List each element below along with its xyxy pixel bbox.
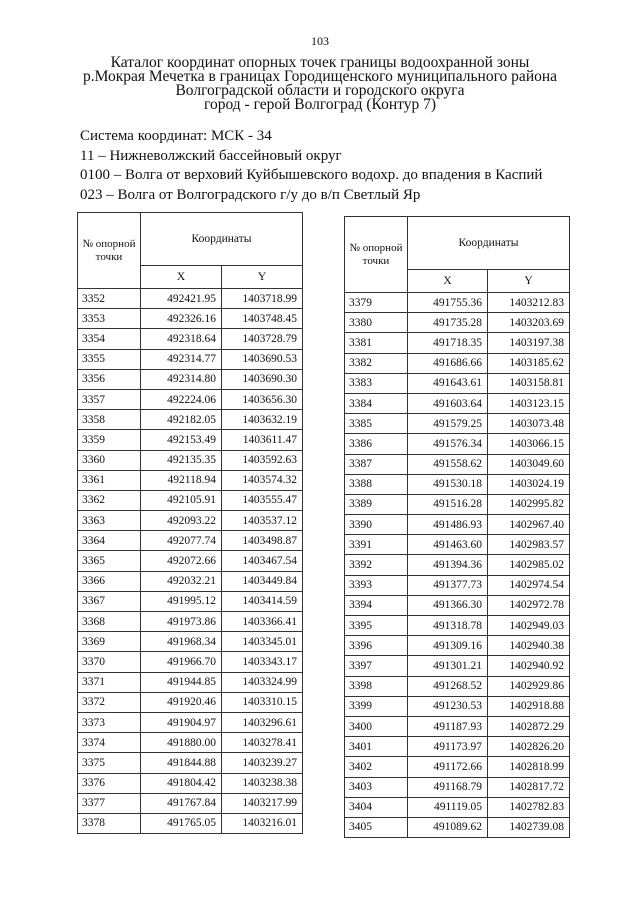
- y-coordinate-cell: 1403690.30: [222, 369, 303, 389]
- table-row: [345, 313, 570, 333]
- x-coordinate-cell: 492326.16: [141, 309, 222, 329]
- x-coordinate-cell: 491463.60: [408, 535, 488, 555]
- point-number-cell: 3391: [345, 535, 408, 555]
- y-coordinate-cell: 1403238.38: [222, 773, 303, 793]
- y-coordinate-cell: 1403467.54: [222, 551, 303, 571]
- y-coordinate-cell: 1403278.41: [222, 733, 303, 753]
- y-coordinate-cell: 1403611.47: [222, 430, 303, 450]
- table-row: [78, 632, 303, 652]
- x-coordinate-cell: 491880.00: [141, 733, 222, 753]
- y-coordinate-cell: 1402949.03: [488, 616, 570, 636]
- table-row: [78, 652, 303, 672]
- y-coordinate-cell: 1403197.38: [488, 333, 570, 353]
- x-coordinate-cell: 491603.64: [408, 393, 488, 413]
- table-row: [78, 329, 303, 349]
- x-coordinate-cell: 492224.06: [141, 389, 222, 409]
- x-coordinate-cell: 491686.66: [408, 353, 488, 373]
- point-number-cell: 3373: [78, 712, 141, 732]
- x-coordinate-cell: 491735.28: [408, 313, 488, 333]
- table-row: [345, 636, 570, 656]
- coordinates-table-left: [77, 212, 303, 834]
- point-number-cell: 3390: [345, 515, 408, 535]
- table-row: [78, 591, 303, 611]
- y-coordinate-cell: 1403203.69: [488, 313, 570, 333]
- coordinates-header: Координаты: [408, 217, 570, 270]
- point-number-cell: 3363: [78, 511, 141, 531]
- point-number-cell: 3389: [345, 494, 408, 514]
- y-coordinate-cell: 1402967.40: [488, 515, 570, 535]
- x-coordinate-cell: 491173.97: [408, 737, 488, 757]
- x-coordinate-cell: 491643.61: [408, 373, 488, 393]
- point-number-cell: 3354: [78, 329, 141, 349]
- x-coordinate-cell: 491718.35: [408, 333, 488, 353]
- y-coordinate-cell: 1403217.99: [222, 793, 303, 813]
- table-row: [78, 289, 303, 309]
- point-number-cell: 3356: [78, 369, 141, 389]
- x-coordinate-cell: 491767.84: [141, 793, 222, 813]
- table-row: [345, 696, 570, 716]
- x-coordinate-cell: 491904.97: [141, 712, 222, 732]
- point-number-cell: 3399: [345, 696, 408, 716]
- point-number-cell: 3368: [78, 612, 141, 632]
- point-number-cell: 3378: [78, 813, 141, 833]
- point-number-cell: 3394: [345, 595, 408, 615]
- basin-district: 11 – Нижневолжский бассейновый округ: [80, 147, 342, 164]
- x-coordinate-cell: 491804.42: [141, 773, 222, 793]
- x-coordinate-cell: 491973.86: [141, 612, 222, 632]
- y-coordinate-cell: 1403185.62: [488, 353, 570, 373]
- table-row: [78, 389, 303, 409]
- table-row: [78, 430, 303, 450]
- y-coordinate-cell: 1403073.48: [488, 414, 570, 434]
- point-number-cell: 3371: [78, 672, 141, 692]
- y-coordinate-cell: 1402826.20: [488, 737, 570, 757]
- point-number-cell: 3398: [345, 676, 408, 696]
- y-coordinate-cell: 1402817.72: [488, 777, 570, 797]
- point-number-cell: 3402: [345, 757, 408, 777]
- table-row: [345, 595, 570, 615]
- x-coordinate-cell: 491579.25: [408, 414, 488, 434]
- point-number-cell: 3385: [345, 414, 408, 434]
- x-coordinate-cell: 492421.95: [141, 289, 222, 309]
- point-number-header: № опорной точки: [345, 217, 408, 293]
- table-body: [345, 293, 570, 838]
- y-coordinate-cell: 1403748.45: [222, 309, 303, 329]
- point-number-cell: 3382: [345, 353, 408, 373]
- point-number-cell: 3381: [345, 333, 408, 353]
- table-row: [345, 737, 570, 757]
- y-coordinate-cell: 1402918.88: [488, 696, 570, 716]
- point-number-cell: 3372: [78, 692, 141, 712]
- y-coordinate-cell: 1403574.32: [222, 470, 303, 490]
- table-row: [345, 474, 570, 494]
- y-coordinate-cell: 1402818.99: [488, 757, 570, 777]
- x-coordinate-cell: 491755.36: [408, 293, 488, 313]
- point-number-cell: 3403: [345, 777, 408, 797]
- y-header: Y: [222, 266, 303, 289]
- point-number-cell: 3359: [78, 430, 141, 450]
- table-row: [345, 454, 570, 474]
- x-coordinate-cell: 492093.22: [141, 511, 222, 531]
- y-coordinate-cell: 1403310.15: [222, 692, 303, 712]
- table-row: [345, 716, 570, 736]
- x-coordinate-cell: 492135.35: [141, 450, 222, 470]
- x-coordinate-cell: 491309.16: [408, 636, 488, 656]
- table-row: [78, 813, 303, 833]
- table-row: [78, 511, 303, 531]
- y-coordinate-cell: 1402974.54: [488, 575, 570, 595]
- table-row: [78, 733, 303, 753]
- y-coordinate-cell: 1403158.81: [488, 373, 570, 393]
- title-line: Каталог координат опорных точек границы водоохранной зоны: [110, 54, 530, 71]
- x-coordinate-cell: 491920.46: [141, 692, 222, 712]
- y-coordinate-cell: 1403537.12: [222, 511, 303, 531]
- x-coordinate-cell: 492182.05: [141, 410, 222, 430]
- y-coordinate-cell: 1402782.83: [488, 797, 570, 817]
- table-row: [345, 373, 570, 393]
- table-body: [78, 289, 303, 834]
- y-coordinate-cell: 1403024.19: [488, 474, 570, 494]
- table-row: [345, 414, 570, 434]
- point-number-cell: 3386: [345, 434, 408, 454]
- y-coordinate-cell: 1403414.59: [222, 591, 303, 611]
- point-number-cell: 3376: [78, 773, 141, 793]
- point-number-cell: 3401: [345, 737, 408, 757]
- point-number-cell: 3392: [345, 555, 408, 575]
- table-row: [345, 333, 570, 353]
- coordinates-header: Координаты: [141, 213, 303, 266]
- point-number-cell: 3395: [345, 616, 408, 636]
- table-row: [345, 293, 570, 313]
- y-coordinate-cell: 1402940.92: [488, 656, 570, 676]
- point-number-cell: 3374: [78, 733, 141, 753]
- y-coordinate-cell: 1403216.01: [222, 813, 303, 833]
- coordinate-system-info: [80, 127, 542, 205]
- table-row: [78, 551, 303, 571]
- point-number-cell: 3396: [345, 636, 408, 656]
- table-row: [345, 656, 570, 676]
- x-coordinate-cell: 491230.53: [408, 696, 488, 716]
- point-number-cell: 3377: [78, 793, 141, 813]
- table-row: [78, 531, 303, 551]
- y-coordinate-cell: 1403366.41: [222, 612, 303, 632]
- table-row: [345, 353, 570, 373]
- table-row: [345, 535, 570, 555]
- point-number-cell: 3362: [78, 490, 141, 510]
- table-row: [78, 309, 303, 329]
- table-row: [345, 777, 570, 797]
- y-coordinate-cell: 1403296.61: [222, 712, 303, 732]
- table-row: [78, 612, 303, 632]
- y-coordinate-cell: 1403728.79: [222, 329, 303, 349]
- y-coordinate-cell: 1402739.08: [488, 817, 570, 837]
- table-row: [78, 773, 303, 793]
- document-title: [40, 56, 600, 112]
- x-coordinate-cell: 491558.62: [408, 454, 488, 474]
- x-coordinate-cell: 491366.30: [408, 595, 488, 615]
- point-number-cell: 3361: [78, 470, 141, 490]
- table-row: [78, 793, 303, 813]
- x-coordinate-cell: 492072.66: [141, 551, 222, 571]
- point-number-header: № опорной точки: [78, 213, 141, 289]
- y-coordinate-cell: 1402940.38: [488, 636, 570, 656]
- coordinates-table-right: [344, 216, 570, 838]
- x-coordinate-cell: 492032.21: [141, 571, 222, 591]
- y-coordinate-cell: 1403592.63: [222, 450, 303, 470]
- point-number-cell: 3364: [78, 531, 141, 551]
- point-number-cell: 3370: [78, 652, 141, 672]
- point-number-cell: 3387: [345, 454, 408, 474]
- x-coordinate-cell: 491968.34: [141, 632, 222, 652]
- y-coordinate-cell: 1402929.86: [488, 676, 570, 696]
- x-coordinate-cell: 491765.05: [141, 813, 222, 833]
- table-row: [345, 555, 570, 575]
- table-row: [345, 676, 570, 696]
- y-coordinate-cell: 1403632.19: [222, 410, 303, 430]
- y-coordinate-cell: 1403049.60: [488, 454, 570, 474]
- point-number-cell: 3369: [78, 632, 141, 652]
- x-coordinate-cell: 491516.28: [408, 494, 488, 514]
- y-coordinate-cell: 1403555.47: [222, 490, 303, 510]
- x-coordinate-cell: 491944.85: [141, 672, 222, 692]
- x-coordinate-cell: 491995.12: [141, 591, 222, 611]
- point-number-cell: 3397: [345, 656, 408, 676]
- y-coordinate-cell: 1403239.27: [222, 753, 303, 773]
- title-line: р.Мокрая Мечетка в границах Городищенского муниципального района: [82, 68, 558, 85]
- x-coordinate-cell: 492077.74: [141, 531, 222, 551]
- point-number-cell: 3366: [78, 571, 141, 591]
- x-coordinate-cell: 491966.70: [141, 652, 222, 672]
- table-row: [78, 753, 303, 773]
- y-coordinate-cell: 1403656.30: [222, 389, 303, 409]
- table-row: [345, 575, 570, 595]
- point-number-cell: 3357: [78, 389, 141, 409]
- x-coordinate-cell: 491530.18: [408, 474, 488, 494]
- x-coordinate-cell: 491268.52: [408, 676, 488, 696]
- y-coordinate-cell: 1402983.57: [488, 535, 570, 555]
- y-coordinate-cell: 1402872.29: [488, 716, 570, 736]
- water-section: 023 – Волга от Волгоградского г/у до в/п Светлый Яр: [80, 186, 421, 203]
- x-coordinate-cell: 491301.21: [408, 656, 488, 676]
- point-number-cell: 3384: [345, 393, 408, 413]
- table-row: [78, 692, 303, 712]
- table-row: [78, 490, 303, 510]
- table-row: [345, 616, 570, 636]
- table-row: [78, 712, 303, 732]
- x-header: X: [141, 266, 222, 289]
- y-coordinate-cell: 1403123.15: [488, 393, 570, 413]
- title-line: Волгоградской области и городского округа: [175, 82, 465, 99]
- point-number-cell: 3353: [78, 309, 141, 329]
- point-number-cell: 3400: [345, 716, 408, 736]
- y-coordinate-cell: 1402985.02: [488, 555, 570, 575]
- table-row: [345, 393, 570, 413]
- page-number: 103: [311, 34, 329, 48]
- point-number-cell: 3388: [345, 474, 408, 494]
- y-coordinate-cell: 1402995.82: [488, 494, 570, 514]
- y-coordinate-cell: 1403498.87: [222, 531, 303, 551]
- x-coordinate-cell: 492314.80: [141, 369, 222, 389]
- y-coordinate-cell: 1403345.01: [222, 632, 303, 652]
- point-number-cell: 3358: [78, 410, 141, 430]
- y-coordinate-cell: 1403343.17: [222, 652, 303, 672]
- table-row: [78, 672, 303, 692]
- point-number-cell: 3383: [345, 373, 408, 393]
- x-coordinate-cell: 491119.05: [408, 797, 488, 817]
- x-coordinate-cell: 491318.78: [408, 616, 488, 636]
- table-row: [345, 494, 570, 514]
- table-row: [78, 410, 303, 430]
- y-coordinate-cell: 1402972.78: [488, 595, 570, 615]
- point-number-cell: 3375: [78, 753, 141, 773]
- table-row: [78, 450, 303, 470]
- y-coordinate-cell: 1403066.15: [488, 434, 570, 454]
- x-coordinate-cell: 492105.91: [141, 490, 222, 510]
- table-row: [78, 369, 303, 389]
- point-number-cell: 3355: [78, 349, 141, 369]
- point-number-cell: 3393: [345, 575, 408, 595]
- x-coordinate-cell: 491172.66: [408, 757, 488, 777]
- x-coordinate-cell: 491377.73: [408, 575, 488, 595]
- table-row: [78, 349, 303, 369]
- x-coordinate-cell: 492318.64: [141, 329, 222, 349]
- title-line: город - герой Волгоград (Контур 7): [204, 96, 436, 113]
- point-number-cell: 3365: [78, 551, 141, 571]
- y-coordinate-cell: 1403449.84: [222, 571, 303, 591]
- x-coordinate-cell: 491394.36: [408, 555, 488, 575]
- x-coordinate-cell: 492314.77: [141, 349, 222, 369]
- x-coordinate-cell: 491576.34: [408, 434, 488, 454]
- river-basin: 0100 – Волга от верховий Куйбышевского водохр. до впадения в Каспий: [80, 167, 543, 183]
- y-coordinate-cell: 1403718.99: [222, 289, 303, 309]
- table-row: [345, 797, 570, 817]
- x-header: X: [408, 270, 488, 293]
- table-row: [345, 515, 570, 535]
- x-coordinate-cell: 491844.88: [141, 753, 222, 773]
- point-number-cell: 3404: [345, 797, 408, 817]
- table-row: [78, 470, 303, 490]
- x-coordinate-cell: 491187.93: [408, 716, 488, 736]
- point-number-cell: 3380: [345, 313, 408, 333]
- point-number-cell: 3367: [78, 591, 141, 611]
- table-row: [345, 434, 570, 454]
- table-row: [78, 571, 303, 591]
- y-coordinate-cell: 1403212.83: [488, 293, 570, 313]
- x-coordinate-cell: 492118.94: [141, 470, 222, 490]
- table-row: [345, 757, 570, 777]
- x-coordinate-cell: 491486.93: [408, 515, 488, 535]
- y-header: Y: [488, 270, 570, 293]
- coordinate-system: Система координат: МСК - 34: [80, 128, 272, 144]
- point-number-cell: 3360: [78, 450, 141, 470]
- point-number-cell: 3379: [345, 293, 408, 313]
- y-coordinate-cell: 1403690.53: [222, 349, 303, 369]
- x-coordinate-cell: 492153.49: [141, 430, 222, 450]
- point-number-cell: 3352: [78, 289, 141, 309]
- point-number-cell: 3405: [345, 817, 408, 837]
- x-coordinate-cell: 491089.62: [408, 817, 488, 837]
- y-coordinate-cell: 1403324.99: [222, 672, 303, 692]
- x-coordinate-cell: 491168.79: [408, 777, 488, 797]
- table-row: [345, 817, 570, 837]
